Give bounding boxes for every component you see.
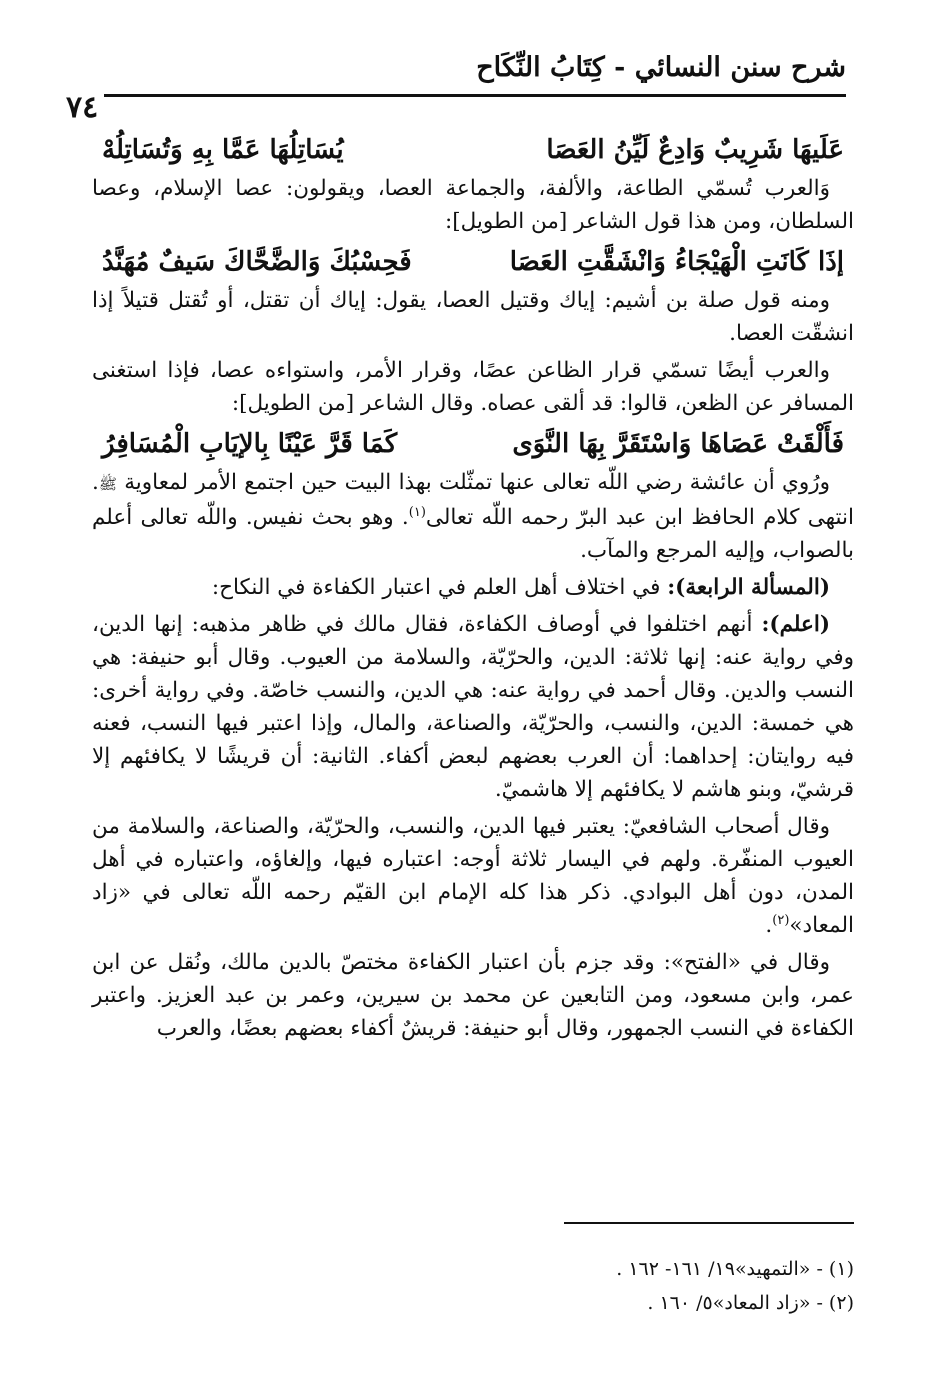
- verse-first-hemistich: عَلَيهَا شَرِيبٌ وَادِعٌ لَيِّنُ العَصَا: [546, 135, 844, 165]
- paragraph-text: .: [765, 913, 773, 938]
- section-keyword: (المسألة الرابعة):: [667, 575, 830, 600]
- paragraph-text: في اختلاف أهل العلم في اعتبار الكفاءة في النكاح:: [211, 575, 668, 600]
- page-header: [60, 52, 846, 125]
- honorific-glyph: ﷺ: [98, 475, 117, 493]
- paragraph: [92, 466, 854, 567]
- paragraph-text: وقال أصحاب الشافعيّ: يعتبر فيها الدين، والنسب، والحرّيّة، والصناعة، والسلامة من العيوب المنفّرة. ولهم في اليسار ثلاثة أوجه: اعتباره فيها، وإلغاؤه، واعتباره في أهل المدن، دون أهل البوادي. ذكر هذا كله الإمام ابن القيّم رحمه اللّه تعالى في «زاد المعاد»: [92, 814, 854, 938]
- footnotes: [92, 1222, 854, 1320]
- footnote: (٢) - «زاد المعاد»٥/ ١٦٠ .: [647, 1292, 854, 1314]
- verse-line: [92, 242, 854, 282]
- running-title: شرح سنن النسائي - كِتَابُ النِّكَاح: [476, 52, 846, 83]
- verse-first-hemistich: إذَا كَانَتِ الْهَيْجَاءُ وَانْشَقَّتِ العَصَا: [509, 247, 844, 277]
- footnote-rule: [564, 1222, 854, 1224]
- footnote: (١) - «التمهيد»١٩/ ١٦١- ١٦٢ .: [616, 1258, 854, 1280]
- footnote-ref[interactable]: (١): [408, 504, 426, 520]
- verse-line: [92, 424, 854, 464]
- page-body: [92, 128, 854, 1049]
- paragraph: [92, 810, 854, 942]
- paragraph-text: ورُوي أن عائشة رضي اللّه تعالى عنها تمثّلت بهذا البيت حين اجتمع الأمر لمعاوية: [124, 470, 830, 495]
- paragraph: وقال في «الفتح»: وقد جزم بأن اعتبار الكفاءة مختصّ بالدين مالك، ونُقل عن ابن عمر، وابن مسعود، ومن التابعين عن محمد بن سيرين، وعمر بن عبد العزيز. واعتبر الكفاءة في النسب الجمهور، وقال أبو حنيفة: قريشٌ أكفاء بعضهم بعضًا، والعرب: [92, 950, 854, 1041]
- verse-second-hemistich: فَحِسْبُكَ وَالضَّحَّاكَ سَيفٌ مُهَنَّدُ: [102, 247, 412, 277]
- paragraph-text: أنهم اختلفوا في أوصاف الكفاءة، فقال مالك في ظاهر مذهبه: إنها الدين، وفي رواية عنه: إنها ثلاثة: الدين، والحرّيّة، والسلامة من العيوب. وقال أبو حنيفة: هي النسب والدين. وقال أحمد في رواية عنه: هي الدين، والنسب خاصّة. وفي رواية أخرى: هي خمسة: الدين، والنسب، والحرّيّة، والصناعة، والمال، وإذا اعتبر فيها النسب، فعنه فيه روايتان: إحداهما: أن العرب بعضهم لبعض أكفاء. الثانية: أن قريشًا لا يكافئهم إلا قرشيّ، وبنو هاشم لا يكافئهم إلا هاشميّ.: [92, 612, 854, 802]
- paragraph-text: . انتهى كلام الحافظ ابن عبد البرّ رحمه اللّه تعالى: [92, 470, 854, 530]
- paragraph: ومنه قول صلة بن أشيم: إياك وقتيل العصا، يقول: إياك أن تقتل، أو تُقتل قتيلاً إذا انشقّت العصا.: [92, 288, 854, 346]
- paragraph: [92, 608, 854, 806]
- verse-line: [92, 130, 854, 170]
- footnote-ref[interactable]: (٢): [772, 912, 790, 928]
- verse-second-hemistich: كَمَا قَرَّ عَيْنًا بِالإيَابِ الْمُسَافِرُ: [102, 429, 398, 459]
- section-heading: [92, 571, 854, 604]
- paragraph: وَالعرب تُسمّي الطاعة، والألفة، والجماعة العصا، ويقولون: عصا الإسلام، وعصا السلطان، ومن هذا قول الشاعر [من الطويل]:: [92, 176, 854, 234]
- paragraph-text: . وهو بحث نفيس. واللّه تعالى أعلم بالصواب، وإليه المرجع والمآب.: [92, 505, 854, 563]
- page-number: ٧٤: [60, 90, 104, 125]
- section-keyword: (اعلم):: [761, 612, 830, 637]
- verse-first-hemistich: فَأَلْقَتْ عَصَاهَا وَاسْتَقَرَّ بِهَا النَّوَى: [512, 429, 844, 459]
- paragraph: والعرب أيضًا تسمّي قرار الظاعن عصًا، وقرار الأمر، واستواءه عصا، فإذا استغنى المسافر عن الظعن، قالوا: قد ألقى عصاه. وقال الشاعر [من الطويل]:: [92, 358, 854, 416]
- header-rule: [60, 94, 846, 97]
- verse-second-hemistich: يُسَاتِلُهَا عَمَّا بِهِ وَتُسَاتِلُهْ: [102, 135, 344, 165]
